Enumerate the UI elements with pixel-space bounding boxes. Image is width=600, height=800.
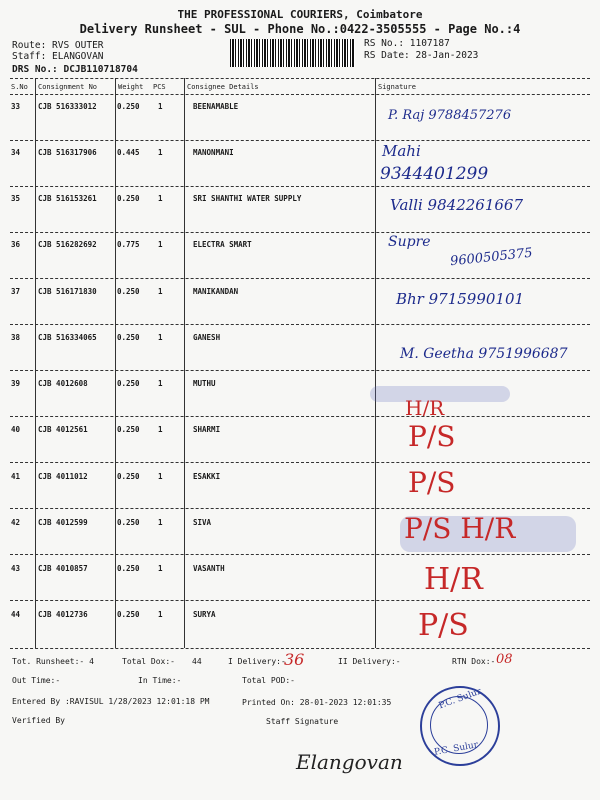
row-signature: Bhr 9715990101 (396, 290, 525, 308)
post-office-stamp (420, 686, 500, 766)
row-consignment: CJB 516171830 (38, 287, 97, 296)
row-sno: 34 (11, 148, 21, 157)
row-divider (10, 278, 590, 279)
col-header-consignment: Consignment No (38, 83, 98, 91)
row-weight: 0.250 (117, 518, 140, 527)
stamp-text: P.C. Sulur (437, 686, 483, 712)
row-consignee: BEENAMABLE (193, 102, 239, 111)
row-pcs: 1 (158, 379, 163, 388)
printed-on: Printed On: 28-01-2023 12:01:35 (242, 698, 392, 707)
row-signature: P/S (408, 420, 456, 453)
col-header-weight: Weight (118, 83, 144, 91)
row-signature: P/S (408, 466, 456, 499)
out-time-label: Out Time:- (12, 676, 61, 685)
row-consignee: GANESH (193, 333, 221, 342)
ii-delivery-label: II Delivery:- (338, 657, 401, 666)
row-divider (10, 232, 590, 233)
total-pod-label: Total POD:- (242, 676, 295, 685)
row-sno: 41 (11, 472, 21, 481)
row-divider (10, 186, 590, 187)
row-sno: 43 (11, 564, 21, 573)
row-divider (10, 416, 590, 417)
entered-by: Entered By :RAVISUL 1/28/2023 12:01:18 PM (12, 697, 210, 706)
row-weight: 0.250 (117, 472, 140, 481)
row-signature: P. Raj 9788457276 (388, 108, 512, 123)
rs-date: RS Date: 28-Jan-2023 (364, 50, 479, 61)
row-consignee: SRI SHANTHI WATER SUPPLY (193, 194, 302, 203)
row-signature: Supre (388, 234, 431, 250)
row-consignee: ESAKKI (193, 472, 221, 481)
route-label: Route: RVS OUTER (12, 40, 104, 51)
row-signature: Mahi (382, 142, 421, 160)
row-sno: 38 (11, 333, 21, 342)
row-consignment: CJB 4012608 (38, 379, 88, 388)
runsheet-subtitle: Delivery Runsheet - SUL - Phone No.:0422-3505555 - Page No.:4 (79, 22, 521, 36)
staff-label: Staff: ELANGOVAN (12, 51, 104, 62)
col-header-sno: S.No (11, 83, 28, 91)
row-sno: 33 (11, 102, 21, 111)
staff-signature: Elangovan (296, 750, 403, 774)
row-pcs: 1 (158, 102, 163, 111)
table-top-rule (10, 78, 590, 79)
rtn-dox-label: RTN Dox:- (452, 657, 496, 666)
row-sno: 42 (11, 518, 21, 527)
row-sno: 37 (11, 287, 21, 296)
row-sno: 39 (11, 379, 21, 388)
row-consignment: CJB 516317906 (38, 148, 97, 157)
drs-number: DRS No.: DCJB110718704 (12, 64, 138, 75)
in-time-label: In Time:- (138, 676, 182, 685)
col-header-pcs: PCS (153, 83, 166, 91)
row-pcs: 1 (158, 148, 163, 157)
barcode-image (230, 39, 355, 67)
rs-number: RS No.: 1107187 (364, 38, 450, 49)
row-signature: P/S H/R (404, 512, 516, 545)
staff-signature-label: Staff Signature (266, 717, 339, 726)
row-weight: 0.250 (117, 564, 140, 573)
row-consignee: SIVA (193, 518, 212, 527)
row-weight: 0.250 (117, 333, 140, 342)
row-signature: Valli 9842261667 (390, 196, 523, 214)
row-signature: H/R (424, 562, 483, 597)
row-sno: 40 (11, 425, 21, 434)
row-weight: 0.250 (117, 102, 140, 111)
row-weight: 0.445 (117, 148, 140, 157)
column-divider (115, 78, 116, 648)
row-signature: H/R (405, 396, 445, 420)
row-sno: 36 (11, 240, 21, 249)
row-signature: P/S (418, 608, 469, 643)
column-divider (375, 78, 376, 648)
row-weight: 0.250 (117, 610, 140, 619)
row-signature-phone: 9344401299 (380, 164, 489, 184)
row-consignee: ELECTRA SMART (193, 240, 252, 249)
row-divider (10, 140, 590, 141)
row-divider (10, 648, 590, 649)
row-weight: 0.775 (117, 240, 140, 249)
row-divider (10, 462, 590, 463)
table-header-rule (10, 94, 590, 95)
total-dox-value: 44 (192, 657, 202, 666)
row-consignment: CJB 516333012 (38, 102, 97, 111)
verified-by-label: Verified By (12, 716, 65, 725)
row-weight: 0.250 (117, 287, 140, 296)
row-consignment: CJB 516282692 (38, 240, 97, 249)
row-pcs: 1 (158, 518, 163, 527)
row-pcs: 1 (158, 287, 163, 296)
row-divider (10, 554, 590, 555)
row-consignment: CJB 516334065 (38, 333, 97, 342)
row-weight: 0.250 (117, 194, 140, 203)
row-sno: 35 (11, 194, 21, 203)
row-consignee: SHARMI (193, 425, 221, 434)
row-weight: 0.250 (117, 379, 140, 388)
row-pcs: 1 (158, 610, 163, 619)
row-consignee: VASANTH (193, 564, 225, 573)
row-consignment: CJB 4012561 (38, 425, 88, 434)
total-runsheet: Tot. Runsheet:- 4 (12, 657, 94, 666)
row-pcs: 1 (158, 333, 163, 342)
row-divider (10, 508, 590, 509)
row-consignee: MANIKANDAN (193, 287, 239, 296)
row-consignee: MANONMANI (193, 148, 234, 157)
row-signature: M. Geetha 9751996687 (400, 346, 568, 362)
row-weight: 0.250 (117, 425, 140, 434)
row-consignment: CJB 4010857 (38, 564, 88, 573)
row-consignee: MUTHU (193, 379, 216, 388)
rtn-dox-value: 08 (496, 652, 513, 667)
row-pcs: 1 (158, 240, 163, 249)
row-pcs: 1 (158, 194, 163, 203)
row-consignment: CJB 4011012 (38, 472, 88, 481)
column-divider (35, 78, 36, 648)
row-consignment: CJB 4012599 (38, 518, 88, 527)
row-pcs: 1 (158, 564, 163, 573)
column-divider (184, 78, 185, 648)
row-divider (10, 600, 590, 601)
company-title: THE PROFESSIONAL COURIERS, Coimbatore (177, 8, 423, 21)
row-pcs: 1 (158, 425, 163, 434)
i-delivery-label: I Delivery:- (228, 657, 286, 666)
stamp-text: P.C. Sulur (433, 740, 479, 758)
row-pcs: 1 (158, 472, 163, 481)
row-consignment: CJB 4012736 (38, 610, 88, 619)
row-divider (10, 324, 590, 325)
row-consignee: SURYA (193, 610, 216, 619)
col-header-consignee: Consignee Details (187, 83, 259, 91)
row-sno: 44 (11, 610, 21, 619)
row-signature-phone: 9600505375 (449, 245, 534, 270)
row-consignment: CJB 516153261 (38, 194, 97, 203)
i-delivery-value: 36 (284, 650, 305, 669)
col-header-signature: Signature (378, 83, 416, 91)
total-dox-label: Total Dox:- (122, 657, 175, 666)
row-divider (10, 370, 590, 371)
